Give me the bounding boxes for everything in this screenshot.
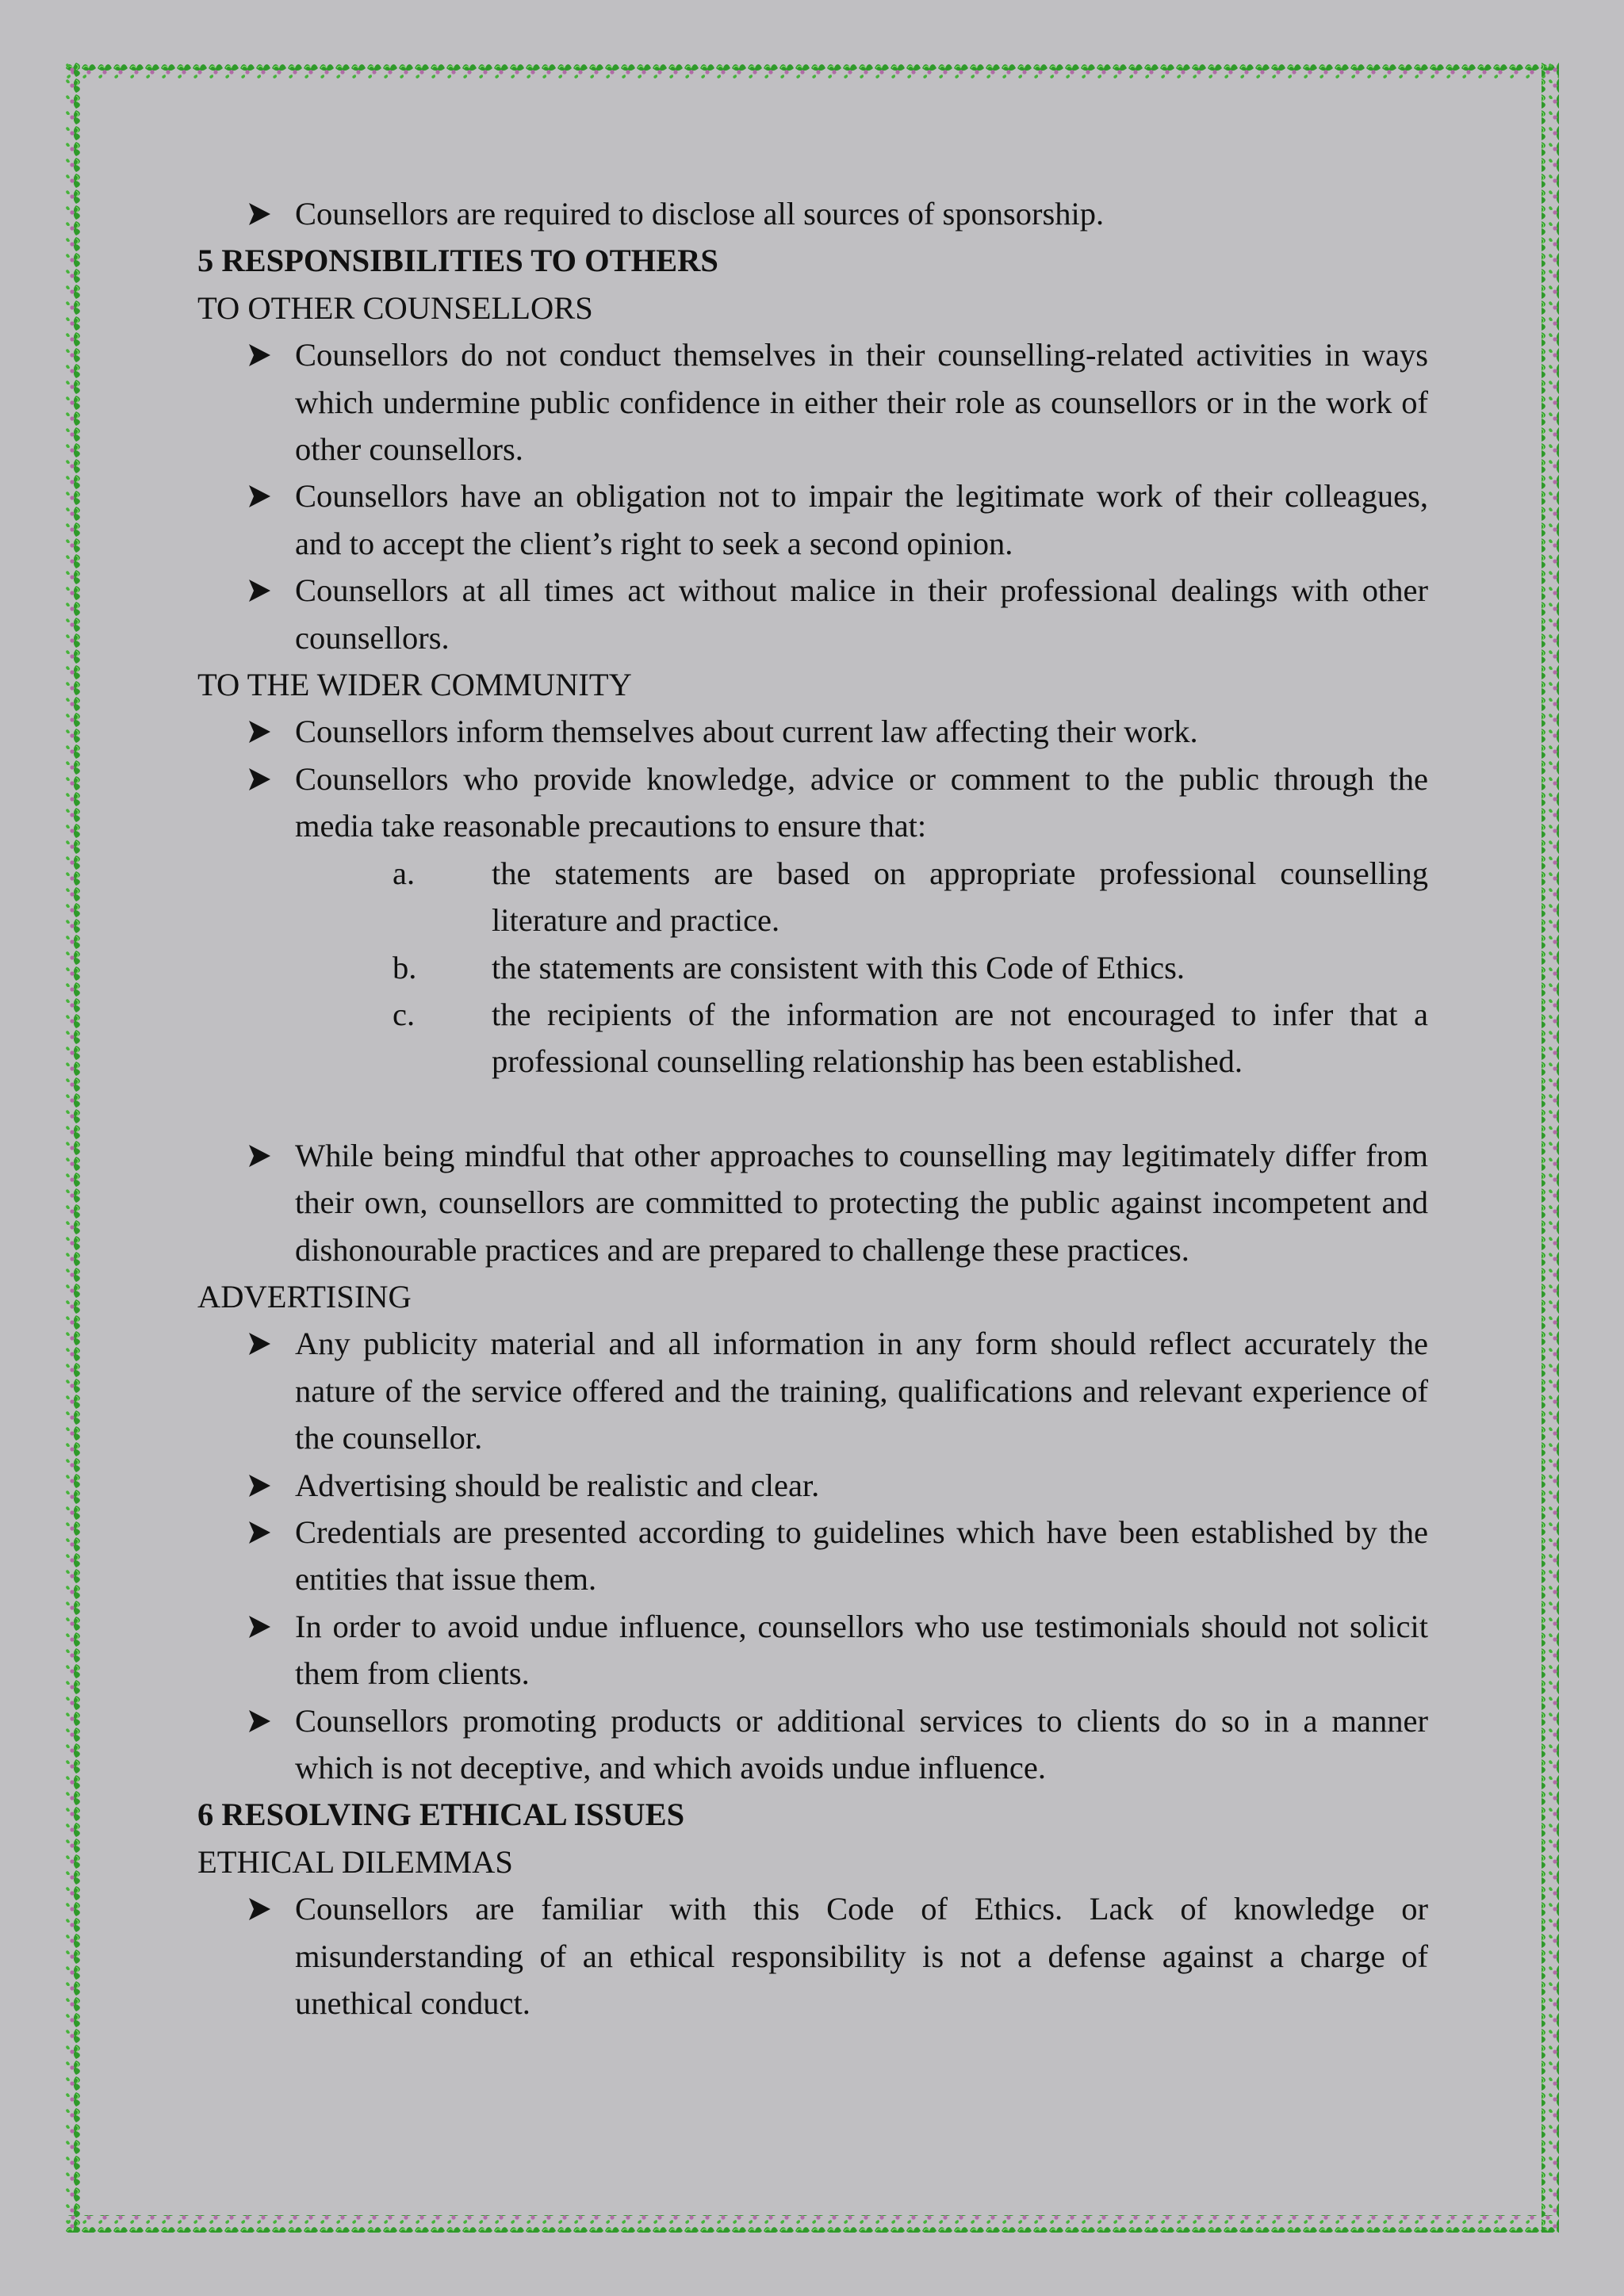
document-body (197, 190, 1428, 2026)
bullet-text: Advertising should be realistic and clear. (295, 1467, 820, 1503)
sub-list-text: the statements are based on appropriate professional counselling literature and practice. (492, 855, 1428, 939)
bullet-item (197, 1509, 1428, 1603)
bullet-text: Counsellors who provide knowledge, advice or comment to the public through the media take reasonable precautions to ensure that: (295, 760, 1428, 844)
bullet-text: Counsellors are familiar with this Code of Ethics. Lack of knowledge or misunderstanding of an ethical responsibility is not a defense against a charge of unethical conduct. (295, 1891, 1428, 2022)
bullet-item (197, 331, 1428, 473)
border-right (1542, 62, 1559, 2233)
bullet-text: Counsellors are required to disclose all sources of sponsorship. (295, 196, 1105, 232)
spacer (197, 1085, 1428, 1132)
bullet-item (197, 567, 1428, 661)
bullet-text: Counsellors do not conduct themselves in their counselling-related activities in ways which undermine public confidence in either their role as counsellors or in the work of other counsellors. (295, 337, 1428, 468)
bullet-item (197, 1462, 1428, 1509)
sub-list-item (197, 944, 1428, 991)
bullet-text: Counsellors promoting products or additional services to clients do so in a manner which is not deceptive, and which avoids undue influence. (295, 1702, 1428, 1785)
bullet-item (197, 1603, 1428, 1697)
bullet-item (197, 473, 1428, 567)
arrow-bullet-icon (246, 190, 274, 237)
bullet-text: Counsellors inform themselves about current law affecting their work. (295, 714, 1198, 750)
sub-list-text: the statements are consistent with this Code of Ethics. (492, 949, 1185, 985)
bullet-text: While being mindful that other approaches to counselling may legitimately differ from their own, counsellors are committed to protecting the public against incompetent and dishonourable practices and are prepared to challenge these practices. (295, 1137, 1428, 1268)
subsection-heading: ETHICAL DILEMMAS (197, 1843, 513, 1880)
border-bottom (65, 2215, 1559, 2233)
arrow-bullet-icon (246, 567, 274, 614)
arrow-bullet-icon (246, 1462, 274, 1509)
arrow-bullet-icon (246, 473, 274, 519)
bullet-item (197, 756, 1428, 850)
bullet-item (197, 1885, 1428, 2026)
bullet-item (197, 1320, 1428, 1461)
bullet-item (197, 1132, 1428, 1273)
bullet-text: Counsellors at all times act without malice in their professional dealings with other counsellors. (295, 572, 1428, 656)
subsection-heading: TO THE WIDER COMMUNITY (197, 667, 632, 703)
sub-list-marker: c. (393, 996, 416, 1032)
sub-list-text: the recipients of the information are not encouraged to infer that a professional counselling relationship has been established. (492, 996, 1428, 1080)
border-top (65, 62, 1559, 79)
bullet-text: Credentials are presented according to guidelines which have been established by the entities that issue them. (295, 1513, 1428, 1598)
arrow-bullet-icon (246, 1885, 274, 1932)
bullet-item (197, 708, 1428, 755)
section-heading: 5 RESPONSIBILITIES TO OTHERS (197, 243, 718, 279)
arrow-bullet-icon (246, 756, 274, 802)
border-left (65, 62, 82, 2233)
subsection-heading: ADVERTISING (197, 1278, 412, 1314)
arrow-bullet-icon (246, 331, 274, 378)
bullet-item (197, 190, 1428, 237)
arrow-bullet-icon (246, 1697, 274, 1744)
section-heading: 6 RESOLVING ETHICAL ISSUES (197, 1797, 685, 1833)
subsection-heading: TO OTHER COUNSELLORS (197, 289, 593, 326)
arrow-bullet-icon (246, 1132, 274, 1179)
sub-list-item (197, 991, 1428, 1085)
sub-list-marker: b. (393, 949, 417, 985)
arrow-bullet-icon (246, 1509, 274, 1556)
sub-list-marker: a. (393, 855, 416, 891)
sub-list-item (197, 850, 1428, 944)
bullet-item (197, 1697, 1428, 1792)
arrow-bullet-icon (246, 1320, 274, 1367)
bullet-text: Counsellors have an obligation not to impair the legitimate work of their colleagues, and to accept the client’s right to seek a second opinion. (295, 478, 1428, 561)
arrow-bullet-icon (246, 1603, 274, 1650)
bullet-text: In order to avoid undue influence, counsellors who use testimonials should not solicit them from clients. (295, 1608, 1428, 1692)
arrow-bullet-icon (246, 708, 274, 755)
bullet-text: Any publicity material and all information in any form should reflect accurately the nature of the service offered and the training, qualifications and relevant experience of the counsellor. (295, 1326, 1428, 1456)
